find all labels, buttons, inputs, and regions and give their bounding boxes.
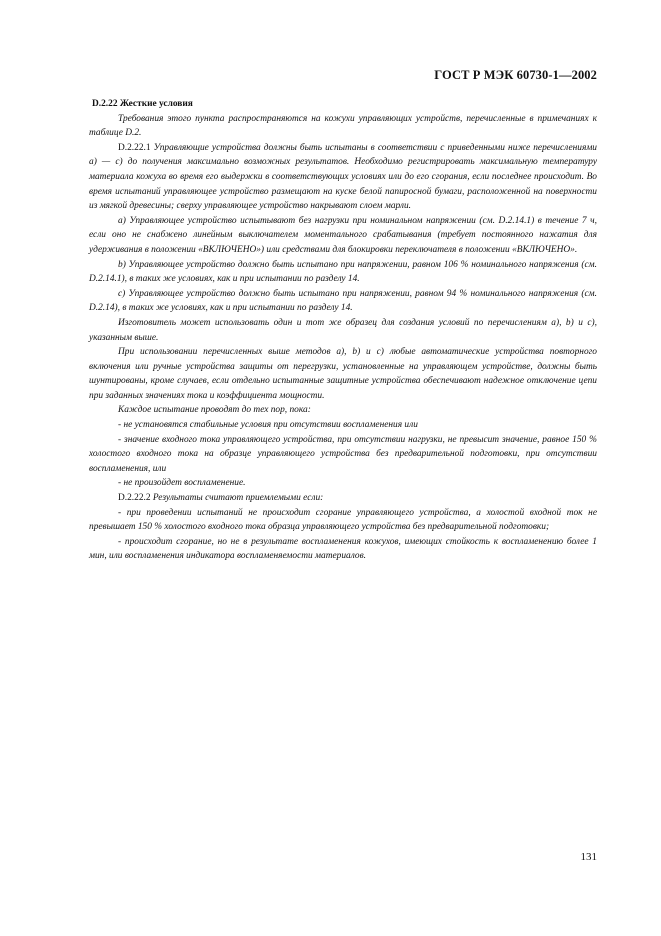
section-body — [89, 97, 597, 564]
paragraph-text: Требования этого пункта распространяются на кожухи управляющих устройств, перечисленные в примечаниях к таблице D.2. — [89, 113, 597, 139]
paragraph-text: - не установятся стабильные условия при отсутствии воспламенения или — [118, 420, 418, 431]
list-item — [89, 433, 597, 477]
paragraph-text: Управляющие устройства должны быть испытаны в соответствии с приведенными ниже перечислениями а) — с) до получения максимально возможных результатов. Необходимо регистрировать максимальную температуру материала кожуха во время его выдержки в соответствующих условиях или до его сгорания, если последнее происходит. Во время испытаний управляющее устройство размещают на куске белой папиросной бумаги, расположенной на поверхности из мягкой древесины; сверху управляющее устройство накрывают слоем марли. — [89, 142, 597, 212]
paragraph — [89, 345, 597, 403]
paragraph — [89, 258, 597, 287]
paragraph-text: - при проведении испытаний не происходит сгорание управляющего устройства, а холостой входной ток не превышает 150 % холостого входного тока образца управляющего устройства без предварительной подготовки; — [89, 507, 597, 533]
paragraph — [89, 403, 597, 418]
list-item — [89, 506, 597, 535]
paragraph — [89, 141, 597, 214]
paragraph-text: Каждое испытание проводят до тех пор, пока: — [118, 405, 311, 416]
paragraph-text: с) Управляющее устройство должно быть испытано при напряжении, равном 94 % номинального напряжения (см. D.2.14), в таких же условиях, как и при испытании по разделу 14. — [89, 288, 597, 314]
section-heading: D.2.22 Жесткие условия — [92, 99, 193, 109]
list-item — [89, 535, 597, 564]
page-number: 131 — [580, 851, 597, 863]
standard-header: ГОСТ Р МЭК 60730-1—2002 — [434, 68, 597, 82]
paragraph-text: Изготовитель может использовать один и тот же образец для создания условий по перечислениям а), b) и с), указанным выше. — [89, 317, 597, 343]
paragraph-text: - происходит сгорание, но не в результате воспламенения кожухов, имеющих стойкость к воспламенению более 1 мин, или воспламенения индикатора воспламеняемости материалов. — [89, 536, 597, 562]
clause-number: D.2.22.2 — [118, 493, 151, 504]
paragraph — [89, 112, 597, 141]
paragraph-text: Результаты считают приемлемыми если: — [150, 493, 324, 504]
paragraph — [89, 316, 597, 345]
clause-number: D.2.22.1 — [118, 142, 151, 153]
paragraph — [89, 491, 597, 506]
paragraph-text: - значение входного тока управляющего устройства, при отсутствии нагрузки, не превысит значение, равное 150 % холостого входного тока на образце управляющего устройства без предварительной подготовки, при отсутствии воспламенения, или — [89, 434, 597, 474]
paragraph — [89, 287, 597, 316]
list-item — [89, 476, 597, 491]
list-item — [89, 418, 597, 433]
paragraph-text: b) Управляющее устройство должно быть испытано при напряжении, равном 106 % номинального напряжения (см. D.2.14.1), в таких же условиях, как и при испытании по разделу 14. — [89, 259, 597, 285]
paragraph-text: - не произойдет воспламенение. — [118, 478, 246, 489]
paragraph — [89, 214, 597, 258]
paragraph-text: а) Управляющее устройство испытывают без нагрузки при номинальном напряжении (см. D.2.14.1) в течение 7 ч, если оно не снабжено линейным выключателем моментального срабатывания (требует постоянного нажатия для удерживания в положении «ВКЛЮЧЕНО») или средствами для блокировки переключателя в положении «ВКЛЮЧЕНО». — [89, 215, 597, 255]
paragraph-text: При использовании перечисленных выше методов а), b) и с) любые автоматические устройства повторного включения или ручные устройства защиты от перегрузки, установленные на управляющем устройстве, должны быть шунтированы, кроме случаев, если отдельно испытанные защитные устройства обеспечивают надежное отключение цепи при заданных значениях тока и коэффициента мощности. — [89, 347, 597, 401]
